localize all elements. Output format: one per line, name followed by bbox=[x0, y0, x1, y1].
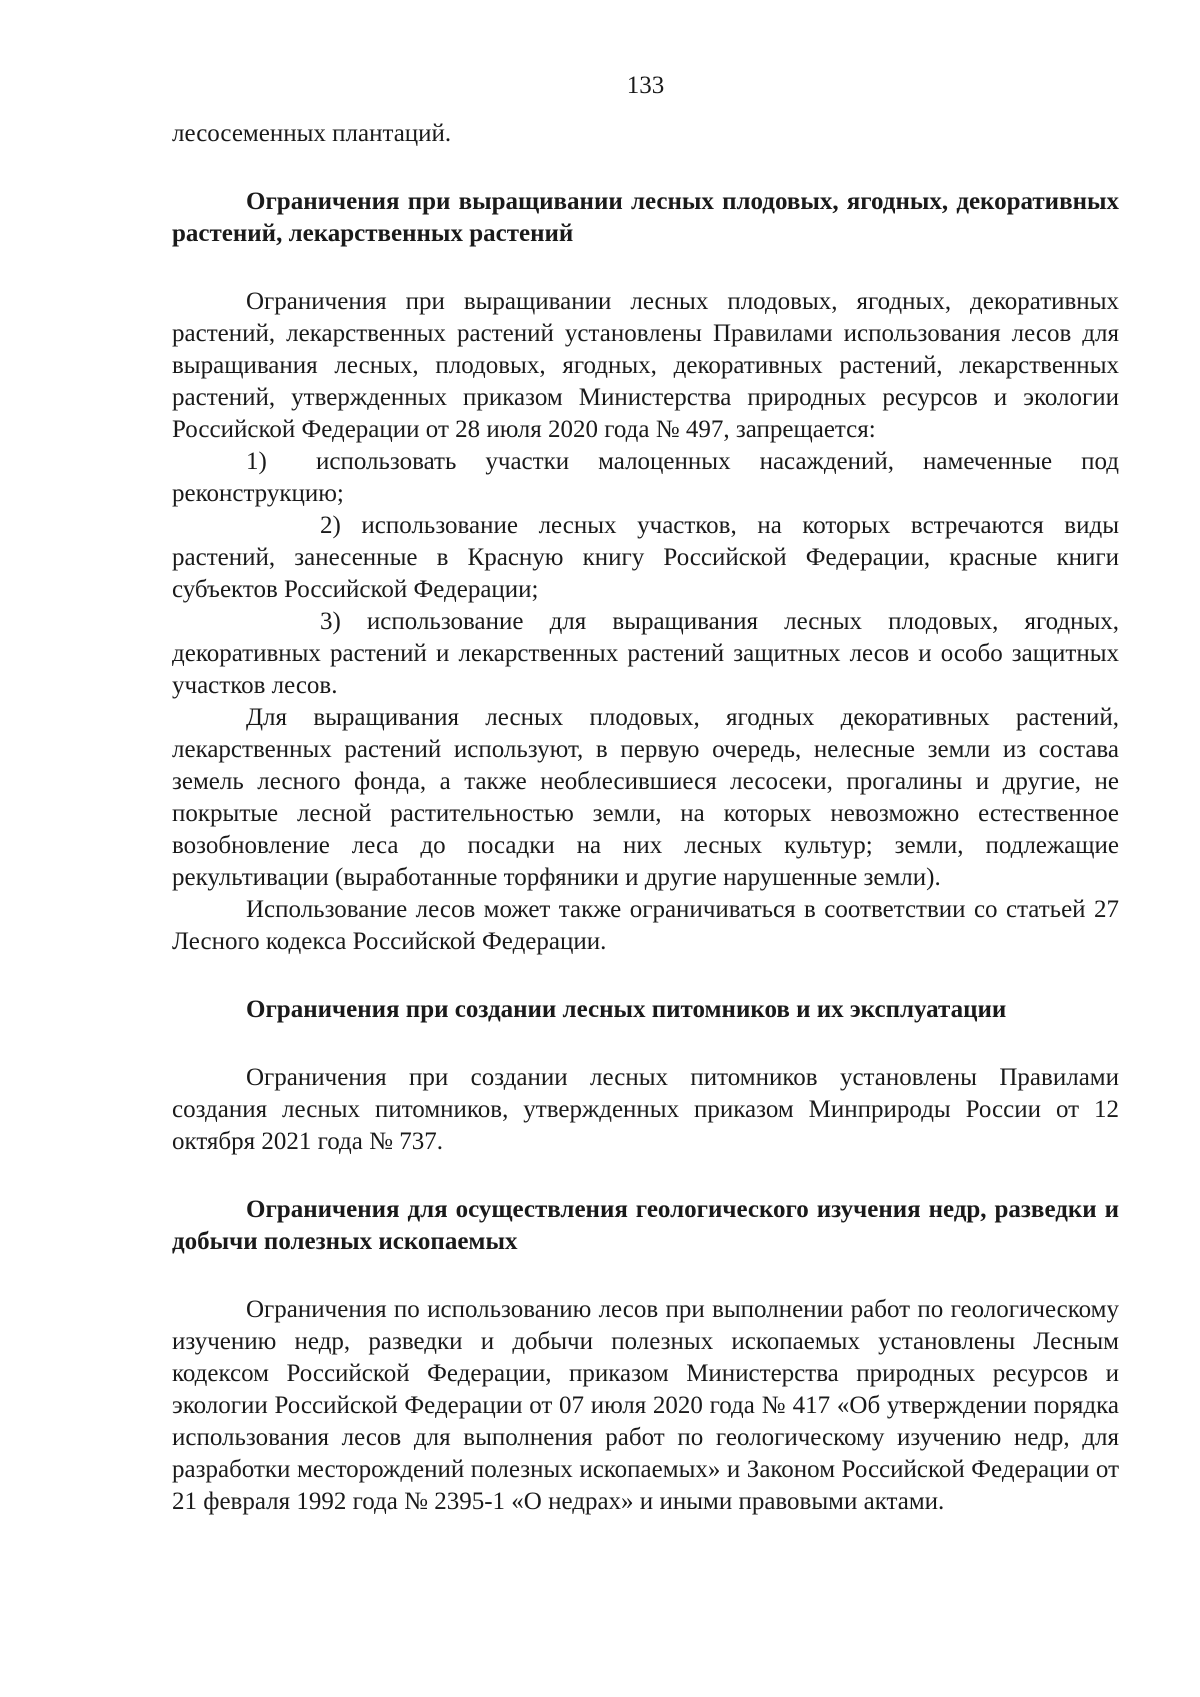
list-item bbox=[172, 446, 1119, 510]
page-number: 133 bbox=[626, 72, 665, 99]
continuation-text: лесосеменных плантаций. bbox=[172, 120, 452, 147]
list-item-number: 3) bbox=[320, 608, 341, 635]
page-content bbox=[172, 118, 1119, 1518]
list-item-text: использовать участки малоценных насаждений, намеченные под реконструкцию; bbox=[172, 448, 1119, 507]
section-heading-nurseries: Ограничения при создании лесных питомников и их эксплуатации bbox=[246, 996, 1007, 1023]
section-plants-intro: Ограничения при выращивании лесных плодовых, ягодных, декоративных растений, лекарственных растений установлены Правилами использования лесов для выращивания лесных, плодовых, ягодных, декоративных растений, лекарственных растений, утвержденных приказом Министерства природных ресурсов и экологии Российской Федерации от 28 июля 2020 года № 497, запрещается: bbox=[172, 288, 1119, 443]
section-plants-paragraph: Использование лесов может также ограничиваться в соответствии со статьей 27 Лесного кодекса Российской Федерации. bbox=[172, 896, 1119, 955]
list-item-text: использование лесных участков, на которых встречаются виды растений, занесенные в Красную книгу Российской Федерации, красные книги субъектов Российской Федерации; bbox=[172, 512, 1120, 603]
list-item-number: 1) bbox=[246, 448, 267, 475]
list-item bbox=[172, 510, 1119, 606]
document-page bbox=[172, 0, 1119, 1697]
section-geology-body: Ограничения по использованию лесов при выполнении работ по геологическому изучению недр, разведки и добычи полезных ископаемых установлены Лесным кодексом Российской Федерации, приказом Министерства природных ресурсов и экологии Российской Федерации от 07 июля 2020 года № 417 «Об утверждении порядка использования лесов для выполнения работ по геологическому изучению недр, для разработки месторождений полезных ископаемых» и Законом Российской Федерации от 21 февраля 1992 года № 2395-1 «О недрах» и иными правовыми актами. bbox=[172, 1296, 1119, 1515]
list-item-number: 2) bbox=[320, 512, 341, 539]
section-heading-plants: Ограничения при выращивании лесных плодовых, ягодных, декоративных растений, лекарственных растений bbox=[172, 188, 1119, 247]
list-item bbox=[172, 606, 1119, 702]
section-heading-geology: Ограничения для осуществления геологического изучения недр, разведки и добычи полезных ископаемых bbox=[172, 1196, 1119, 1255]
section-plants-paragraph: Для выращивания лесных плодовых, ягодных декоративных растений, лекарственных растений используют, в первую очередь, нелесные земли из состава земель лесного фонда, а также необлесившиеся лесосеки, прогалины и другие, не покрытые лесной растительностью земли, на которых невозможно естественное возобновление леса до посадки на них лесных культур; земли, подлежащие рекультивации (выработанные торфяники и другие нарушенные земли). bbox=[172, 704, 1119, 891]
section-nurseries-body: Ограничения при создании лесных питомников установлены Правилами создания лесных питомников, утвержденных приказом Минприроды России от 12 октября 2021 года № 737. bbox=[172, 1064, 1119, 1155]
list-item-text: использование для выращивания лесных плодовых, ягодных, декоративных растений и лекарственных растений защитных лесов и особо защитных участков лесов. bbox=[172, 608, 1119, 699]
